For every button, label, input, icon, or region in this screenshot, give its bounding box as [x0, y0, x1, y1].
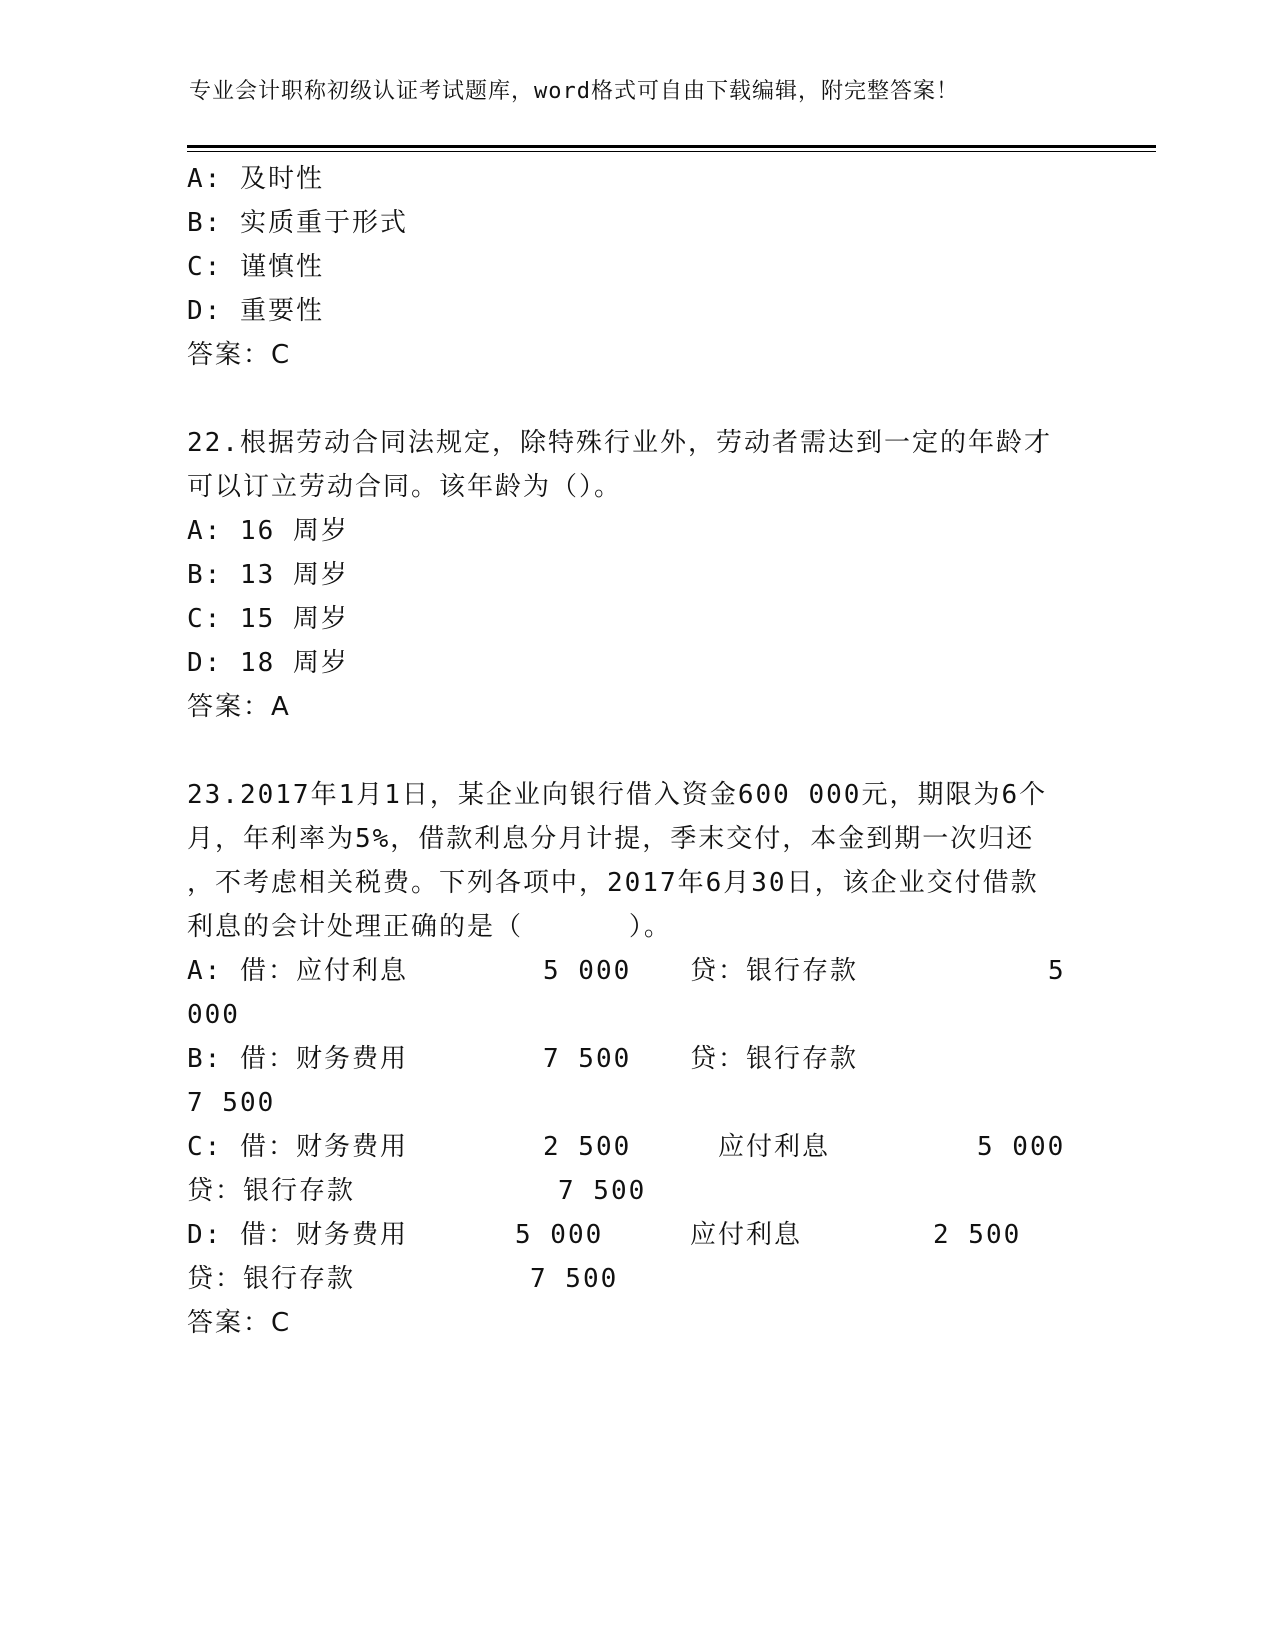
q23-option-a-prefix: A: 借：应付利息	[187, 956, 408, 986]
q23-stem-line3: ，不考虑相关税费。下列各项中，2017年6月30日，该企业交付借款	[187, 868, 1039, 898]
q21-option-a: A: 及时性	[187, 164, 324, 194]
q23-option-d-credit: 贷：银行存款	[187, 1264, 356, 1294]
q23-stem-line4: 利息的会计处理正确的是（ ）。	[187, 912, 672, 942]
header-rule-thick	[187, 145, 1156, 148]
q23-option-c-debit2-amount: 5 000	[977, 1132, 1066, 1162]
q23-option-d-debit2: 应付利息	[690, 1220, 803, 1250]
q23-option-d-debit2-amount: 2 500	[933, 1220, 1022, 1250]
q22-stem-line1: 22.根据劳动合同法规定，除特殊行业外，劳动者需达到一定的年龄才	[187, 428, 1052, 458]
q23-option-a-debit-amount: 5 000	[543, 956, 632, 986]
q23-option-c-debit-amount: 2 500	[543, 1132, 632, 1162]
q23-stem-line1: 23.2017年1月1日，某企业向银行借入资金600 000元，期限为6个	[187, 780, 1048, 810]
q23-option-c-credit-amount: 7 500	[558, 1176, 647, 1206]
q21-option-c: C: 谨慎性	[187, 252, 324, 282]
q23-option-a-credit-amount-2: 000	[187, 1000, 240, 1030]
q23-option-b-credit: 贷：银行存款	[690, 1044, 859, 1074]
q21-option-d: D: 重要性	[187, 296, 324, 326]
q22-option-c: C: 15 周岁	[187, 604, 349, 634]
q23-option-d-debit-amount: 5 000	[515, 1220, 604, 1250]
q23-option-b-prefix: B: 借：财务费用	[187, 1044, 408, 1074]
q21-answer: 答案：C	[187, 340, 292, 370]
q23-option-c-credit: 贷：银行存款	[187, 1176, 356, 1206]
q22-option-a: A: 16 周岁	[187, 516, 349, 546]
q23-option-a-credit-amount-1: 5	[1048, 956, 1066, 986]
q23-stem-line2: 月，年利率为5%，借款利息分月计提，季末交付，本金到期一次归还	[187, 824, 1035, 854]
q22-option-d: D: 18 周岁	[187, 648, 349, 678]
q22-option-b: B: 13 周岁	[187, 560, 349, 590]
q23-option-d-prefix: D: 借：财务费用	[187, 1220, 408, 1250]
q23-option-b-credit-amount: 7 500	[187, 1088, 276, 1118]
q21-option-b: B: 实质重于形式	[187, 208, 408, 238]
header-rule-thin	[187, 151, 1156, 152]
page-header: 专业会计职称初级认证考试题库，word格式可自由下载编辑，附完整答案！	[189, 79, 959, 104]
q23-option-a-credit: 贷：银行存款	[690, 956, 859, 986]
q23-option-c-prefix: C: 借：财务费用	[187, 1132, 408, 1162]
q23-option-b-debit-amount: 7 500	[543, 1044, 632, 1074]
q22-stem-line2: 可以订立劳动合同。该年龄为（）。	[187, 472, 623, 502]
q23-option-c-debit2: 应付利息	[718, 1132, 831, 1162]
q23-answer: 答案：C	[187, 1308, 292, 1338]
q23-option-d-credit-amount: 7 500	[530, 1264, 619, 1294]
q22-answer: 答案：A	[187, 692, 291, 722]
